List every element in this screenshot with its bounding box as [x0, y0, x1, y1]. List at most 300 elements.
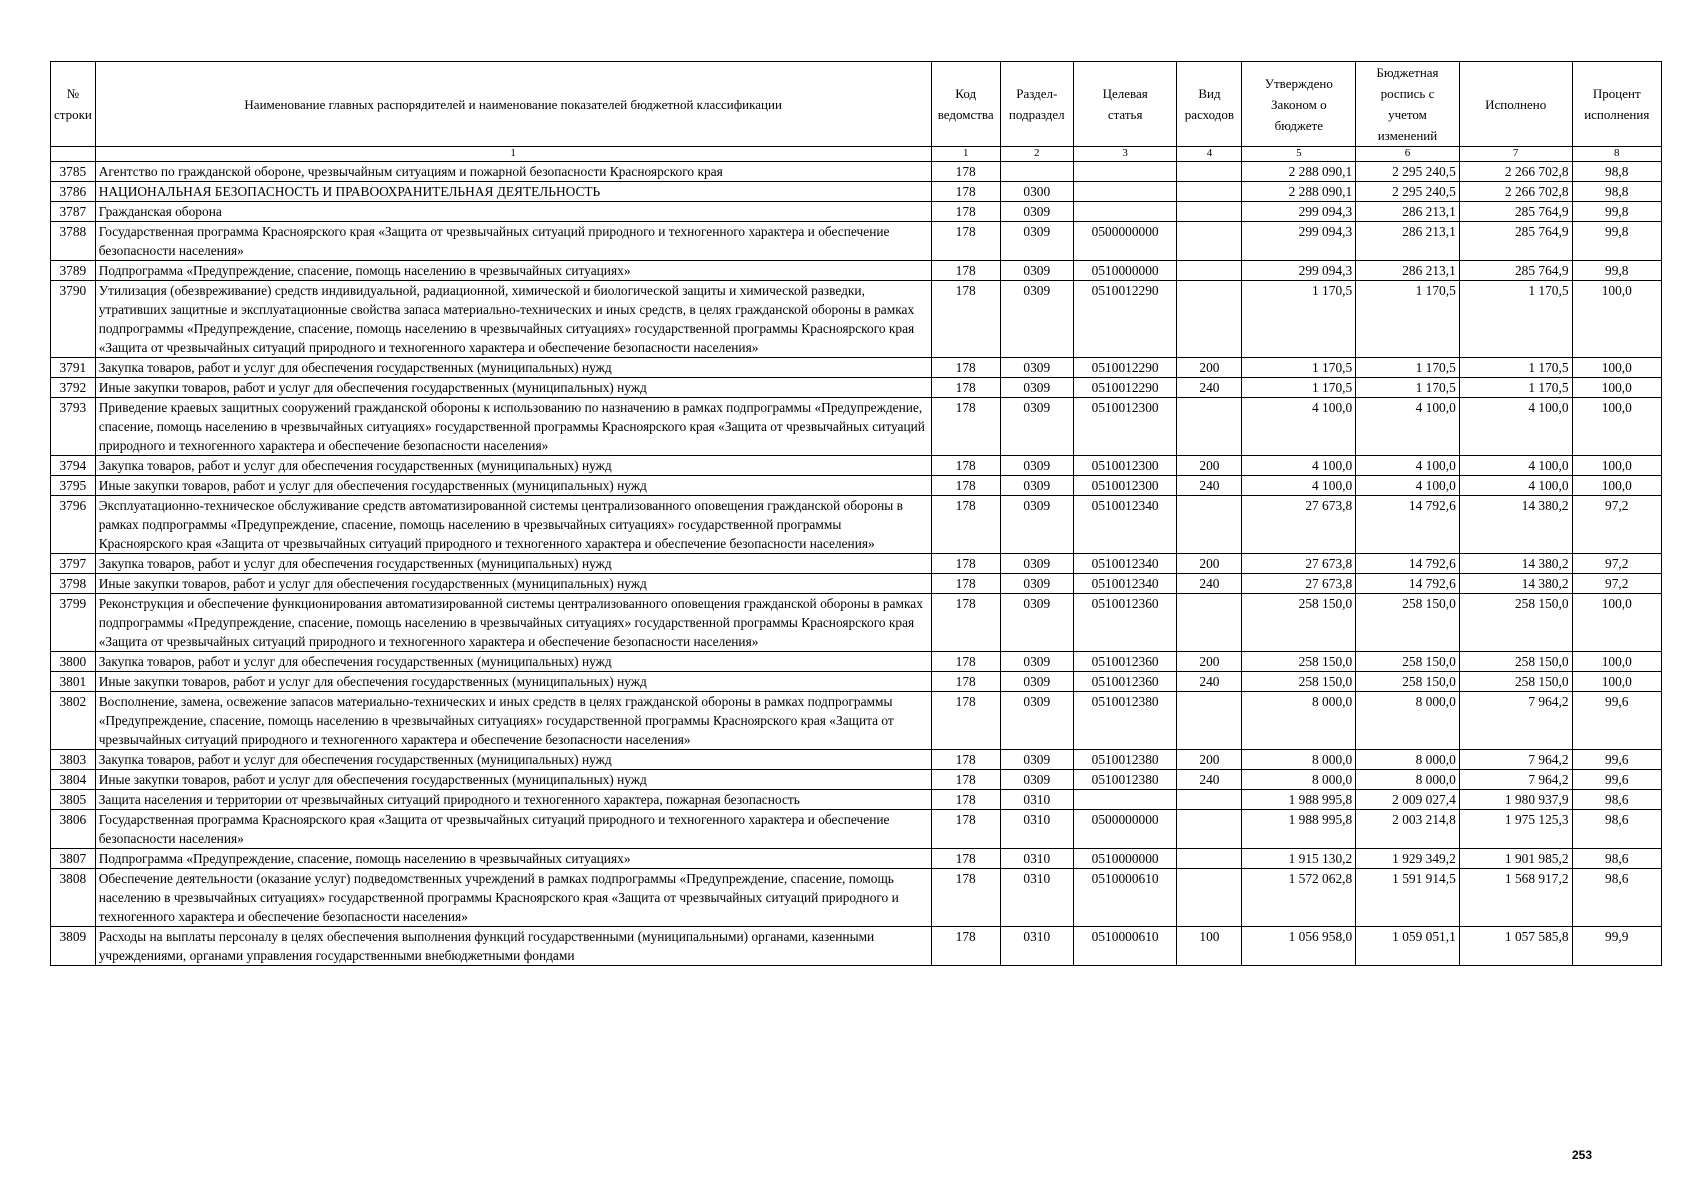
section-cell: 0309 [1000, 202, 1073, 222]
executed-cell: 4 100,0 [1459, 398, 1572, 456]
budget-plan-cell: 1 929 349,2 [1356, 849, 1460, 869]
approved-cell: 258 150,0 [1242, 594, 1356, 652]
dept-code-cell: 178 [931, 378, 1000, 398]
approved-cell: 1 056 958,0 [1242, 927, 1356, 966]
row-number-cell: 3801 [51, 672, 96, 692]
dept-code-cell: 178 [931, 222, 1000, 261]
table-row [51, 476, 1662, 496]
target-cell: 0510012360 [1073, 652, 1177, 672]
table-row [51, 202, 1662, 222]
dept-code-cell: 178 [931, 162, 1000, 182]
budget-plan-cell: 14 792,6 [1356, 554, 1460, 574]
section-cell: 0310 [1000, 790, 1073, 810]
row-name-cell: Иные закупки товаров, работ и услуг для обеспечения государственных (муниципальных) нужд [95, 672, 931, 692]
dept-code-cell: 178 [931, 869, 1000, 927]
dept-code-cell: 178 [931, 750, 1000, 770]
target-cell: 0510000000 [1073, 849, 1177, 869]
section-cell: 0310 [1000, 810, 1073, 849]
executed-cell: 14 380,2 [1459, 574, 1572, 594]
section-cell: 0309 [1000, 261, 1073, 281]
header-dept-code: Код ведомства [931, 62, 1000, 147]
percent-cell: 100,0 [1572, 476, 1661, 496]
approved-cell: 299 094,3 [1242, 202, 1356, 222]
row-number-cell: 3789 [51, 261, 96, 281]
expense-type-cell [1177, 496, 1242, 554]
dept-code-cell: 178 [931, 810, 1000, 849]
header-section: Раздел- подраздел [1000, 62, 1073, 147]
expense-type-cell: 200 [1177, 750, 1242, 770]
row-name-cell: Закупка товаров, работ и услуг для обеспечения государственных (муниципальных) нужд [95, 554, 931, 574]
target-cell: 0510012360 [1073, 672, 1177, 692]
table-row [51, 261, 1662, 281]
table-row [51, 378, 1662, 398]
column-index-cell [51, 147, 96, 162]
table-row [51, 574, 1662, 594]
approved-cell: 8 000,0 [1242, 770, 1356, 790]
target-cell [1073, 162, 1177, 182]
budget-plan-cell: 1 170,5 [1356, 281, 1460, 358]
table-row [51, 672, 1662, 692]
table-row [51, 358, 1662, 378]
dept-code-cell: 178 [931, 358, 1000, 378]
header-executed: Исполнено [1459, 62, 1572, 147]
expense-type-cell: 200 [1177, 652, 1242, 672]
approved-cell: 27 673,8 [1242, 496, 1356, 554]
dept-code-cell: 178 [931, 594, 1000, 652]
budget-plan-cell: 8 000,0 [1356, 692, 1460, 750]
budget-plan-cell: 8 000,0 [1356, 770, 1460, 790]
percent-cell: 100,0 [1572, 672, 1661, 692]
approved-cell: 4 100,0 [1242, 398, 1356, 456]
table-row [51, 927, 1662, 966]
expense-type-cell: 100 [1177, 927, 1242, 966]
budget-plan-cell: 258 150,0 [1356, 594, 1460, 652]
row-number-cell: 3802 [51, 692, 96, 750]
expense-type-cell [1177, 202, 1242, 222]
executed-cell: 258 150,0 [1459, 652, 1572, 672]
percent-cell: 99,8 [1572, 202, 1661, 222]
header-expense-type: Вид расходов [1177, 62, 1242, 147]
row-name-cell: Приведение краевых защитных сооружений гражданской обороны к использованию по назначению в рамках подпрограммы «Предупреждение, спасение, помощь населению в чрезвычайных ситуациях» государственной программы Красноярского края «Защита от чрезвычайных ситуаций природного и техногенного характера и обеспечение безопасности населения» [95, 398, 931, 456]
target-cell: 0510012300 [1073, 476, 1177, 496]
table-row [51, 869, 1662, 927]
column-index-cell: 2 [1000, 147, 1073, 162]
row-name-cell: Подпрограмма «Предупреждение, спасение, помощь населению в чрезвычайных ситуациях» [95, 849, 931, 869]
percent-cell: 100,0 [1572, 456, 1661, 476]
column-index-cell: 1 [931, 147, 1000, 162]
expense-type-cell [1177, 810, 1242, 849]
percent-cell: 100,0 [1572, 358, 1661, 378]
row-name-cell: Иные закупки товаров, работ и услуг для обеспечения государственных (муниципальных) нужд [95, 378, 931, 398]
percent-cell: 97,2 [1572, 496, 1661, 554]
row-number-cell: 3809 [51, 927, 96, 966]
dept-code-cell: 178 [931, 652, 1000, 672]
budget-table [50, 61, 1662, 966]
target-cell: 0510012380 [1073, 692, 1177, 750]
row-number-cell: 3800 [51, 652, 96, 672]
approved-cell: 258 150,0 [1242, 672, 1356, 692]
percent-cell: 98,6 [1572, 810, 1661, 849]
section-cell: 0309 [1000, 358, 1073, 378]
section-cell: 0309 [1000, 574, 1073, 594]
target-cell: 0510012300 [1073, 398, 1177, 456]
dept-code-cell: 178 [931, 476, 1000, 496]
executed-cell: 2 266 702,8 [1459, 182, 1572, 202]
percent-cell: 97,2 [1572, 574, 1661, 594]
section-cell: 0309 [1000, 750, 1073, 770]
target-cell: 0510000000 [1073, 261, 1177, 281]
expense-type-cell: 200 [1177, 554, 1242, 574]
header-name: Наименование главных распорядителей и наименование показателей бюджетной классификации [95, 62, 931, 147]
approved-cell: 299 094,3 [1242, 222, 1356, 261]
expense-type-cell [1177, 281, 1242, 358]
approved-cell: 4 100,0 [1242, 476, 1356, 496]
row-name-cell: Обеспечение деятельности (оказание услуг) подведомственных учреждений в рамках подпрограммы «Предупреждение, спасение, помощь населению в чрезвычайных ситуациях» государственной программы Красноярского края «Защита от чрезвычайных ситуаций природного и техногенного характера и обеспечение безопасности населения» [95, 869, 931, 927]
table-row [51, 554, 1662, 574]
percent-cell: 100,0 [1572, 594, 1661, 652]
section-cell: 0310 [1000, 927, 1073, 966]
table-row [51, 162, 1662, 182]
page-number: 253 [1572, 1148, 1593, 1162]
executed-cell: 2 266 702,8 [1459, 162, 1572, 182]
row-number-cell: 3786 [51, 182, 96, 202]
budget-plan-cell: 286 213,1 [1356, 222, 1460, 261]
section-cell: 0309 [1000, 476, 1073, 496]
header-row [51, 62, 1662, 147]
table-row [51, 594, 1662, 652]
header-approved: Утверждено Законом о бюджете [1242, 62, 1356, 147]
section-cell: 0309 [1000, 594, 1073, 652]
row-number-cell: 3799 [51, 594, 96, 652]
target-cell: 0500000000 [1073, 810, 1177, 849]
table-row [51, 182, 1662, 202]
table-body [51, 162, 1662, 966]
percent-cell: 99,6 [1572, 692, 1661, 750]
dept-code-cell: 178 [931, 672, 1000, 692]
row-name-cell: Закупка товаров, работ и услуг для обеспечения государственных (муниципальных) нужд [95, 652, 931, 672]
percent-cell: 98,8 [1572, 182, 1661, 202]
table-row [51, 849, 1662, 869]
budget-plan-cell: 286 213,1 [1356, 261, 1460, 281]
table-row [51, 496, 1662, 554]
approved-cell: 1 988 995,8 [1242, 810, 1356, 849]
approved-cell: 2 288 090,1 [1242, 182, 1356, 202]
expense-type-cell: 240 [1177, 574, 1242, 594]
section-cell: 0309 [1000, 281, 1073, 358]
percent-cell: 99,6 [1572, 770, 1661, 790]
percent-cell: 99,6 [1572, 750, 1661, 770]
expense-type-cell [1177, 398, 1242, 456]
row-name-cell: Закупка товаров, работ и услуг для обеспечения государственных (муниципальных) нужд [95, 456, 931, 476]
row-name-cell: Восполнение, замена, освежение запасов материально-технических и иных средств в целях гражданской обороны в рамках подпрограммы «Предупреждение, спасение, помощь населению в чрезвычайных ситуациях» государственной программы Красноярского края «Защита от чрезвычайных ситуаций природного и техногенного характера и обеспечение безопасности населения» [95, 692, 931, 750]
executed-cell: 7 964,2 [1459, 750, 1572, 770]
budget-plan-cell: 8 000,0 [1356, 750, 1460, 770]
section-cell: 0309 [1000, 222, 1073, 261]
approved-cell: 1 988 995,8 [1242, 790, 1356, 810]
executed-cell: 14 380,2 [1459, 496, 1572, 554]
expense-type-cell: 200 [1177, 456, 1242, 476]
percent-cell: 98,8 [1572, 162, 1661, 182]
dept-code-cell: 178 [931, 261, 1000, 281]
percent-cell: 100,0 [1572, 281, 1661, 358]
row-name-cell: Государственная программа Красноярского края «Защита от чрезвычайных ситуаций природного и техногенного характера и обеспечение безопасности населения» [95, 810, 931, 849]
approved-cell: 1 572 062,8 [1242, 869, 1356, 927]
budget-plan-cell: 258 150,0 [1356, 672, 1460, 692]
row-name-cell: Закупка товаров, работ и услуг для обеспечения государственных (муниципальных) нужд [95, 358, 931, 378]
approved-cell: 299 094,3 [1242, 261, 1356, 281]
column-index-cell: 7 [1459, 147, 1572, 162]
table-row [51, 456, 1662, 476]
dept-code-cell: 178 [931, 456, 1000, 476]
budget-plan-cell: 286 213,1 [1356, 202, 1460, 222]
expense-type-cell: 200 [1177, 358, 1242, 378]
dept-code-cell: 178 [931, 927, 1000, 966]
section-cell [1000, 162, 1073, 182]
row-number-cell: 3797 [51, 554, 96, 574]
percent-cell: 98,6 [1572, 790, 1661, 810]
section-cell: 0309 [1000, 770, 1073, 790]
percent-cell: 99,9 [1572, 927, 1661, 966]
expense-type-cell [1177, 594, 1242, 652]
expense-type-cell: 240 [1177, 770, 1242, 790]
target-cell: 0510000610 [1073, 869, 1177, 927]
executed-cell: 4 100,0 [1459, 476, 1572, 496]
section-cell: 0300 [1000, 182, 1073, 202]
row-number-cell: 3795 [51, 476, 96, 496]
row-name-cell: Эксплуатационно-техническое обслуживание средств автоматизированной системы централизованного оповещения гражданской обороны в рамках подпрограммы «Предупреждение, спасение, помощь населению в чрезвычайных ситуациях» государственной программы Красноярского края «Защита от чрезвычайных ситуаций природного и техногенного характера и обеспечение безопасности населения» [95, 496, 931, 554]
row-name-cell: Агентство по гражданской обороне, чрезвычайным ситуациям и пожарной безопасности Красноярского края [95, 162, 931, 182]
approved-cell: 8 000,0 [1242, 692, 1356, 750]
target-cell: 0510012380 [1073, 750, 1177, 770]
budget-plan-cell: 2 295 240,5 [1356, 182, 1460, 202]
row-name-cell: Расходы на выплаты персоналу в целях обеспечения выполнения функций государственными (муниципальными) органами, казенными учреждениями, органами управления государственными внебюджетными фондами [95, 927, 931, 966]
percent-cell: 100,0 [1572, 652, 1661, 672]
target-cell: 0510012300 [1073, 456, 1177, 476]
executed-cell: 285 764,9 [1459, 222, 1572, 261]
approved-cell: 1 170,5 [1242, 281, 1356, 358]
executed-cell: 285 764,9 [1459, 261, 1572, 281]
row-number-cell: 3806 [51, 810, 96, 849]
approved-cell: 2 288 090,1 [1242, 162, 1356, 182]
target-cell: 0510012380 [1073, 770, 1177, 790]
table-row [51, 770, 1662, 790]
target-cell: 0510000610 [1073, 927, 1177, 966]
executed-cell: 7 964,2 [1459, 770, 1572, 790]
table-row [51, 398, 1662, 456]
header-row-no: № строки [51, 62, 96, 147]
executed-cell: 7 964,2 [1459, 692, 1572, 750]
row-number-cell: 3808 [51, 869, 96, 927]
expense-type-cell [1177, 261, 1242, 281]
section-cell: 0309 [1000, 378, 1073, 398]
executed-cell: 1 170,5 [1459, 378, 1572, 398]
expense-type-cell [1177, 849, 1242, 869]
budget-plan-cell: 2 295 240,5 [1356, 162, 1460, 182]
target-cell: 0510012290 [1073, 358, 1177, 378]
approved-cell: 4 100,0 [1242, 456, 1356, 476]
approved-cell: 8 000,0 [1242, 750, 1356, 770]
expense-type-cell [1177, 869, 1242, 927]
column-index-cell: 6 [1356, 147, 1460, 162]
expense-type-cell [1177, 790, 1242, 810]
dept-code-cell: 178 [931, 398, 1000, 456]
section-cell: 0309 [1000, 456, 1073, 476]
section-cell: 0309 [1000, 554, 1073, 574]
row-number-cell: 3796 [51, 496, 96, 554]
percent-cell: 98,6 [1572, 869, 1661, 927]
row-number-cell: 3807 [51, 849, 96, 869]
column-index-row [51, 147, 1662, 162]
row-number-cell: 3792 [51, 378, 96, 398]
row-name-cell: Иные закупки товаров, работ и услуг для обеспечения государственных (муниципальных) нужд [95, 770, 931, 790]
expense-type-cell: 240 [1177, 672, 1242, 692]
row-name-cell: Утилизация (обезвреживание) средств индивидуальной, радиационной, химической и биологической защиты и химической разведки, утративших защитные и эксплуатационные свойства запаса материально-технических и иных средств, в целях гражданской обороны в рамках подпрограммы «Предупреждение, спасение, помощь населению в чрезвычайных ситуациях» государственной программы Красноярского края «Защита от чрезвычайных ситуаций природного и техногенного характера и обеспечение безопасности населения» [95, 281, 931, 358]
budget-plan-cell: 258 150,0 [1356, 652, 1460, 672]
budget-plan-cell: 2 003 214,8 [1356, 810, 1460, 849]
row-number-cell: 3788 [51, 222, 96, 261]
table-row [51, 281, 1662, 358]
row-number-cell: 3804 [51, 770, 96, 790]
table-row [51, 750, 1662, 770]
approved-cell: 258 150,0 [1242, 652, 1356, 672]
row-name-cell: НАЦИОНАЛЬНАЯ БЕЗОПАСНОСТЬ И ПРАВООХРАНИТЕЛЬНАЯ ДЕЯТЕЛЬНОСТЬ [95, 182, 931, 202]
target-cell: 0510012340 [1073, 554, 1177, 574]
executed-cell: 1 568 917,2 [1459, 869, 1572, 927]
table-row [51, 222, 1662, 261]
percent-cell: 100,0 [1572, 378, 1661, 398]
section-cell: 0309 [1000, 672, 1073, 692]
row-number-cell: 3798 [51, 574, 96, 594]
percent-cell: 100,0 [1572, 398, 1661, 456]
budget-plan-cell: 4 100,0 [1356, 398, 1460, 456]
budget-plan-cell: 1 170,5 [1356, 358, 1460, 378]
section-cell: 0310 [1000, 849, 1073, 869]
target-cell: 0500000000 [1073, 222, 1177, 261]
dept-code-cell: 178 [931, 692, 1000, 750]
executed-cell: 1 901 985,2 [1459, 849, 1572, 869]
section-cell: 0309 [1000, 652, 1073, 672]
approved-cell: 1 170,5 [1242, 358, 1356, 378]
dept-code-cell: 178 [931, 182, 1000, 202]
row-name-cell: Подпрограмма «Предупреждение, спасение, помощь населению в чрезвычайных ситуациях» [95, 261, 931, 281]
column-index-cell: 3 [1073, 147, 1177, 162]
row-name-cell: Гражданская оборона [95, 202, 931, 222]
budget-plan-cell: 1 591 914,5 [1356, 869, 1460, 927]
executed-cell: 4 100,0 [1459, 456, 1572, 476]
executed-cell: 258 150,0 [1459, 672, 1572, 692]
row-name-cell: Защита населения и территории от чрезвычайных ситуаций природного и техногенного характера, пожарная безопасность [95, 790, 931, 810]
header-budget-plan: Бюджетная роспись с учетом изменений [1356, 62, 1460, 147]
row-number-cell: 3803 [51, 750, 96, 770]
executed-cell: 1 170,5 [1459, 358, 1572, 378]
target-cell: 0510012340 [1073, 496, 1177, 554]
table-row [51, 692, 1662, 750]
approved-cell: 1 915 130,2 [1242, 849, 1356, 869]
dept-code-cell: 178 [931, 554, 1000, 574]
section-cell: 0310 [1000, 869, 1073, 927]
executed-cell: 258 150,0 [1459, 594, 1572, 652]
approved-cell: 27 673,8 [1242, 574, 1356, 594]
column-index-cell: 4 [1177, 147, 1242, 162]
section-cell: 0309 [1000, 692, 1073, 750]
executed-cell: 1 170,5 [1459, 281, 1572, 358]
table-row [51, 790, 1662, 810]
budget-plan-cell: 1 059 051,1 [1356, 927, 1460, 966]
expense-type-cell [1177, 222, 1242, 261]
dept-code-cell: 178 [931, 202, 1000, 222]
table-row [51, 810, 1662, 849]
column-index-cell: 1 [95, 147, 931, 162]
dept-code-cell: 178 [931, 574, 1000, 594]
row-number-cell: 3793 [51, 398, 96, 456]
budget-plan-cell: 1 170,5 [1356, 378, 1460, 398]
executed-cell: 1 057 585,8 [1459, 927, 1572, 966]
budget-plan-cell: 4 100,0 [1356, 456, 1460, 476]
row-number-cell: 3794 [51, 456, 96, 476]
header-percent: Процент исполнения [1572, 62, 1661, 147]
target-cell: 0510012360 [1073, 594, 1177, 652]
row-name-cell: Закупка товаров, работ и услуг для обеспечения государственных (муниципальных) нужд [95, 750, 931, 770]
dept-code-cell: 178 [931, 790, 1000, 810]
expense-type-cell [1177, 692, 1242, 750]
dept-code-cell: 178 [931, 496, 1000, 554]
row-name-cell: Иные закупки товаров, работ и услуг для обеспечения государственных (муниципальных) нужд [95, 574, 931, 594]
expense-type-cell [1177, 182, 1242, 202]
header-target: Целевая статья [1073, 62, 1177, 147]
percent-cell: 99,8 [1572, 261, 1661, 281]
budget-plan-cell: 14 792,6 [1356, 496, 1460, 554]
row-number-cell: 3785 [51, 162, 96, 182]
target-cell: 0510012340 [1073, 574, 1177, 594]
dept-code-cell: 178 [931, 849, 1000, 869]
executed-cell: 1 980 937,9 [1459, 790, 1572, 810]
budget-plan-cell: 4 100,0 [1356, 476, 1460, 496]
percent-cell: 98,6 [1572, 849, 1661, 869]
budget-sheet [50, 61, 1662, 966]
section-cell: 0309 [1000, 398, 1073, 456]
row-number-cell: 3790 [51, 281, 96, 358]
dept-code-cell: 178 [931, 281, 1000, 358]
budget-plan-cell: 2 009 027,4 [1356, 790, 1460, 810]
target-cell: 0510012290 [1073, 378, 1177, 398]
percent-cell: 99,8 [1572, 222, 1661, 261]
expense-type-cell: 240 [1177, 476, 1242, 496]
row-number-cell: 3787 [51, 202, 96, 222]
column-index-cell: 8 [1572, 147, 1661, 162]
row-name-cell: Государственная программа Красноярского края «Защита от чрезвычайных ситуаций природного и техногенного характера и обеспечение безопасности населения» [95, 222, 931, 261]
column-index-cell: 5 [1242, 147, 1356, 162]
dept-code-cell: 178 [931, 770, 1000, 790]
executed-cell: 285 764,9 [1459, 202, 1572, 222]
approved-cell: 1 170,5 [1242, 378, 1356, 398]
row-name-cell: Реконструкция и обеспечение функционирования автоматизированной системы централизованного оповещения гражданской обороны в рамках подпрограммы «Предупреждение, спасение, помощь населению в чрезвычайных ситуациях» государственной программы Красноярского края «Защита от чрезвычайных ситуаций природного и техногенного характера и обеспечение безопасности населения» [95, 594, 931, 652]
executed-cell: 1 975 125,3 [1459, 810, 1572, 849]
target-cell [1073, 202, 1177, 222]
percent-cell: 97,2 [1572, 554, 1661, 574]
target-cell: 0510012290 [1073, 281, 1177, 358]
executed-cell: 14 380,2 [1459, 554, 1572, 574]
table-row [51, 652, 1662, 672]
row-name-cell: Иные закупки товаров, работ и услуг для обеспечения государственных (муниципальных) нужд [95, 476, 931, 496]
expense-type-cell [1177, 162, 1242, 182]
row-number-cell: 3791 [51, 358, 96, 378]
row-number-cell: 3805 [51, 790, 96, 810]
section-cell: 0309 [1000, 496, 1073, 554]
expense-type-cell: 240 [1177, 378, 1242, 398]
budget-plan-cell: 14 792,6 [1356, 574, 1460, 594]
target-cell [1073, 790, 1177, 810]
target-cell [1073, 182, 1177, 202]
